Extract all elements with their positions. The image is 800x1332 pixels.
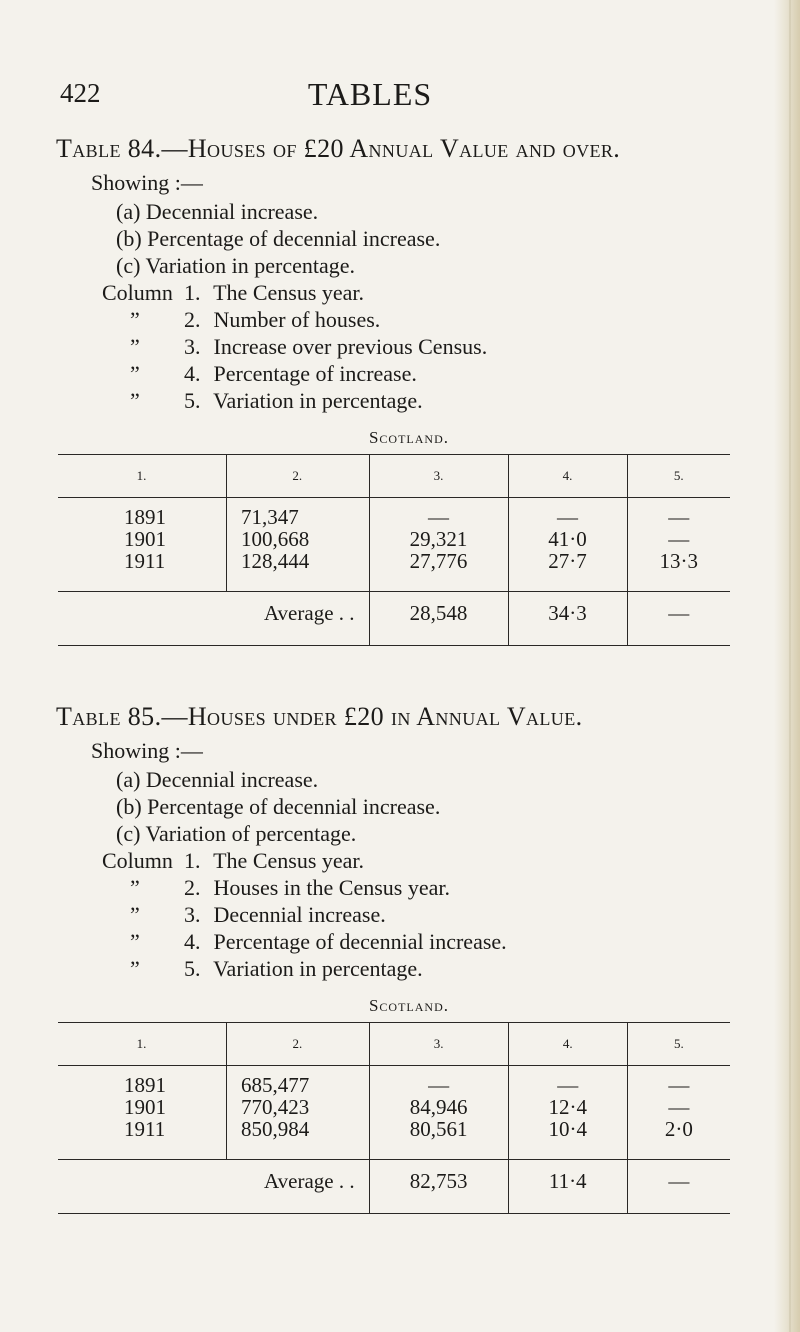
value: —: [428, 1073, 450, 1097]
header-cell: 1.: [58, 1023, 227, 1066]
table-85-showing-label: Showing :—: [91, 738, 203, 763]
average-label: Average . .: [58, 1160, 369, 1214]
column-num: 5.: [184, 956, 201, 981]
value: 27·7: [548, 549, 587, 573]
average-col5: —: [627, 1160, 730, 1214]
column-num: 2.: [184, 307, 201, 332]
average-col3: 82,753: [369, 1160, 508, 1214]
legend-item: [54, 793, 744, 820]
header-cell: 4.: [508, 1023, 627, 1066]
column-text: The Census year.: [213, 280, 365, 305]
col5-cell: [627, 1066, 730, 1160]
column-item: [54, 279, 744, 306]
column-text: Percentage of decennial increase.: [213, 929, 507, 954]
table-85-caption: Table 85.—Houses under £20 in Annual Value.: [56, 702, 583, 731]
col3-cell: [369, 1066, 508, 1160]
column-item: [54, 874, 744, 901]
col4-cell: [508, 1066, 627, 1160]
column-item: [54, 955, 744, 982]
table-85: [58, 1022, 730, 1214]
legend-item: [54, 225, 744, 252]
column-item: [54, 306, 744, 333]
legend-item: [54, 198, 744, 225]
table-85-section: [54, 702, 744, 1214]
value: 100,668: [241, 527, 310, 551]
years-cell: [58, 1066, 227, 1160]
column-label: Column: [102, 280, 173, 305]
header-cell: 5.: [627, 455, 730, 498]
column-text: Percentage of increase.: [213, 361, 417, 386]
value: 850,984: [241, 1117, 310, 1141]
ditto-mark: ”: [130, 334, 140, 359]
value: —: [557, 1073, 579, 1097]
year: 1891: [124, 1073, 166, 1097]
value: —: [668, 505, 690, 529]
header-cell: 3.: [369, 455, 508, 498]
header-cell: 2.: [227, 1023, 370, 1066]
average-row: [58, 1160, 730, 1214]
column-item: [54, 333, 744, 360]
table-84-section: [54, 134, 744, 646]
legend-marker: (b): [116, 226, 142, 251]
table-84-legend: [54, 198, 744, 414]
average-col5: —: [627, 592, 730, 646]
year: 1901: [124, 527, 166, 551]
col2-cell: [227, 1066, 370, 1160]
value: 13·3: [659, 549, 699, 573]
table-84-region: Scotland.: [368, 428, 450, 447]
header-cell: 5.: [627, 1023, 730, 1066]
legend-item: [54, 820, 744, 847]
legend-text: Percentage of decennial increase.: [147, 794, 441, 819]
ditto-mark: ”: [130, 956, 140, 981]
legend-text: Decennial increase.: [145, 767, 319, 792]
average-label: Average . .: [58, 592, 369, 646]
year: 1911: [124, 1117, 166, 1141]
col4-cell: [508, 498, 627, 592]
years-cell: [58, 498, 227, 592]
column-item: [54, 928, 744, 955]
value: —: [668, 1095, 690, 1119]
column-text: Variation in percentage.: [213, 388, 423, 413]
value: 10·4: [548, 1117, 587, 1141]
table-body-row: [58, 498, 730, 592]
header-row: [58, 455, 730, 498]
table-85-legend: [54, 766, 744, 982]
value: 80,561: [409, 1117, 468, 1141]
page-edge-shadow: [789, 0, 791, 1332]
ditto-mark: ”: [130, 307, 140, 332]
column-text: Variation in percentage.: [213, 956, 423, 981]
header-cell: 2.: [227, 455, 370, 498]
column-text: The Census year.: [213, 848, 365, 873]
column-num: 4.: [184, 361, 201, 386]
value: 41·0: [548, 527, 587, 551]
average-col3: 28,548: [369, 592, 508, 646]
value: —: [428, 505, 450, 529]
page-header: [60, 78, 680, 128]
value: —: [668, 527, 690, 551]
average-row: [58, 592, 730, 646]
value: 71,347: [241, 505, 299, 529]
column-text: Decennial increase.: [213, 902, 386, 927]
column-text: Houses in the Census year.: [213, 875, 450, 900]
col2-cell: [227, 498, 370, 592]
col5-cell: [627, 498, 730, 592]
value: 770,423: [241, 1095, 310, 1119]
column-num: 2.: [184, 875, 201, 900]
value: 29,321: [409, 527, 468, 551]
legend-text: Variation in percentage.: [145, 253, 356, 278]
column-item: [54, 387, 744, 414]
column-text: Number of houses.: [213, 307, 381, 332]
average-col4: 34·3: [508, 592, 627, 646]
legend-marker: (c): [116, 821, 141, 846]
column-label: Column: [102, 848, 173, 873]
legend-text: Decennial increase.: [145, 199, 319, 224]
column-text: Increase over previous Census.: [213, 334, 488, 359]
column-num: 3.: [184, 902, 201, 927]
ditto-mark: ”: [130, 388, 140, 413]
column-item: [54, 360, 744, 387]
column-num: 3.: [184, 334, 201, 359]
header-cell: 1.: [58, 455, 227, 498]
value: 685,477: [241, 1073, 310, 1097]
value: —: [557, 505, 579, 529]
legend-item: [54, 252, 744, 279]
legend-marker: (c): [116, 253, 141, 278]
col3-cell: [369, 498, 508, 592]
ditto-mark: ”: [130, 902, 140, 927]
table-84-showing-label: Showing :—: [91, 170, 203, 195]
column-num: 5.: [184, 388, 201, 413]
column-item: [54, 847, 744, 874]
column-num: 4.: [184, 929, 201, 954]
running-head: TABLES: [307, 76, 433, 112]
value: 27,776: [409, 549, 468, 573]
header-cell: 4.: [508, 455, 627, 498]
table-body-row: [58, 1066, 730, 1160]
page-number: 422: [60, 78, 101, 108]
column-num: 1.: [184, 280, 201, 305]
column-num: 1.: [184, 848, 201, 873]
year: 1911: [124, 549, 166, 573]
value: 2·0: [664, 1117, 693, 1141]
legend-marker: (a): [116, 199, 141, 224]
page-edge: [774, 0, 800, 1332]
table-85-region: Scotland.: [368, 996, 450, 1015]
column-item: [54, 901, 744, 928]
ditto-mark: ”: [130, 875, 140, 900]
legend-text: Variation of percentage.: [145, 821, 357, 846]
legend-marker: (a): [116, 767, 141, 792]
header-row: [58, 1023, 730, 1066]
legend-marker: (b): [116, 794, 142, 819]
value: 84,946: [409, 1095, 468, 1119]
average-col4: 11·4: [508, 1160, 627, 1214]
ditto-mark: ”: [130, 361, 140, 386]
value: 128,444: [241, 549, 310, 573]
legend-text: Percentage of decennial increase.: [147, 226, 441, 251]
header-cell: 3.: [369, 1023, 508, 1066]
value: —: [668, 1073, 690, 1097]
ditto-mark: ”: [130, 929, 140, 954]
table-84: [58, 454, 730, 646]
table-84-caption: Table 84.—Houses of £20 Annual Value and over.: [56, 134, 621, 163]
year: 1891: [124, 505, 166, 529]
year: 1901: [124, 1095, 166, 1119]
legend-item: [54, 766, 744, 793]
value: 12·4: [548, 1095, 587, 1119]
